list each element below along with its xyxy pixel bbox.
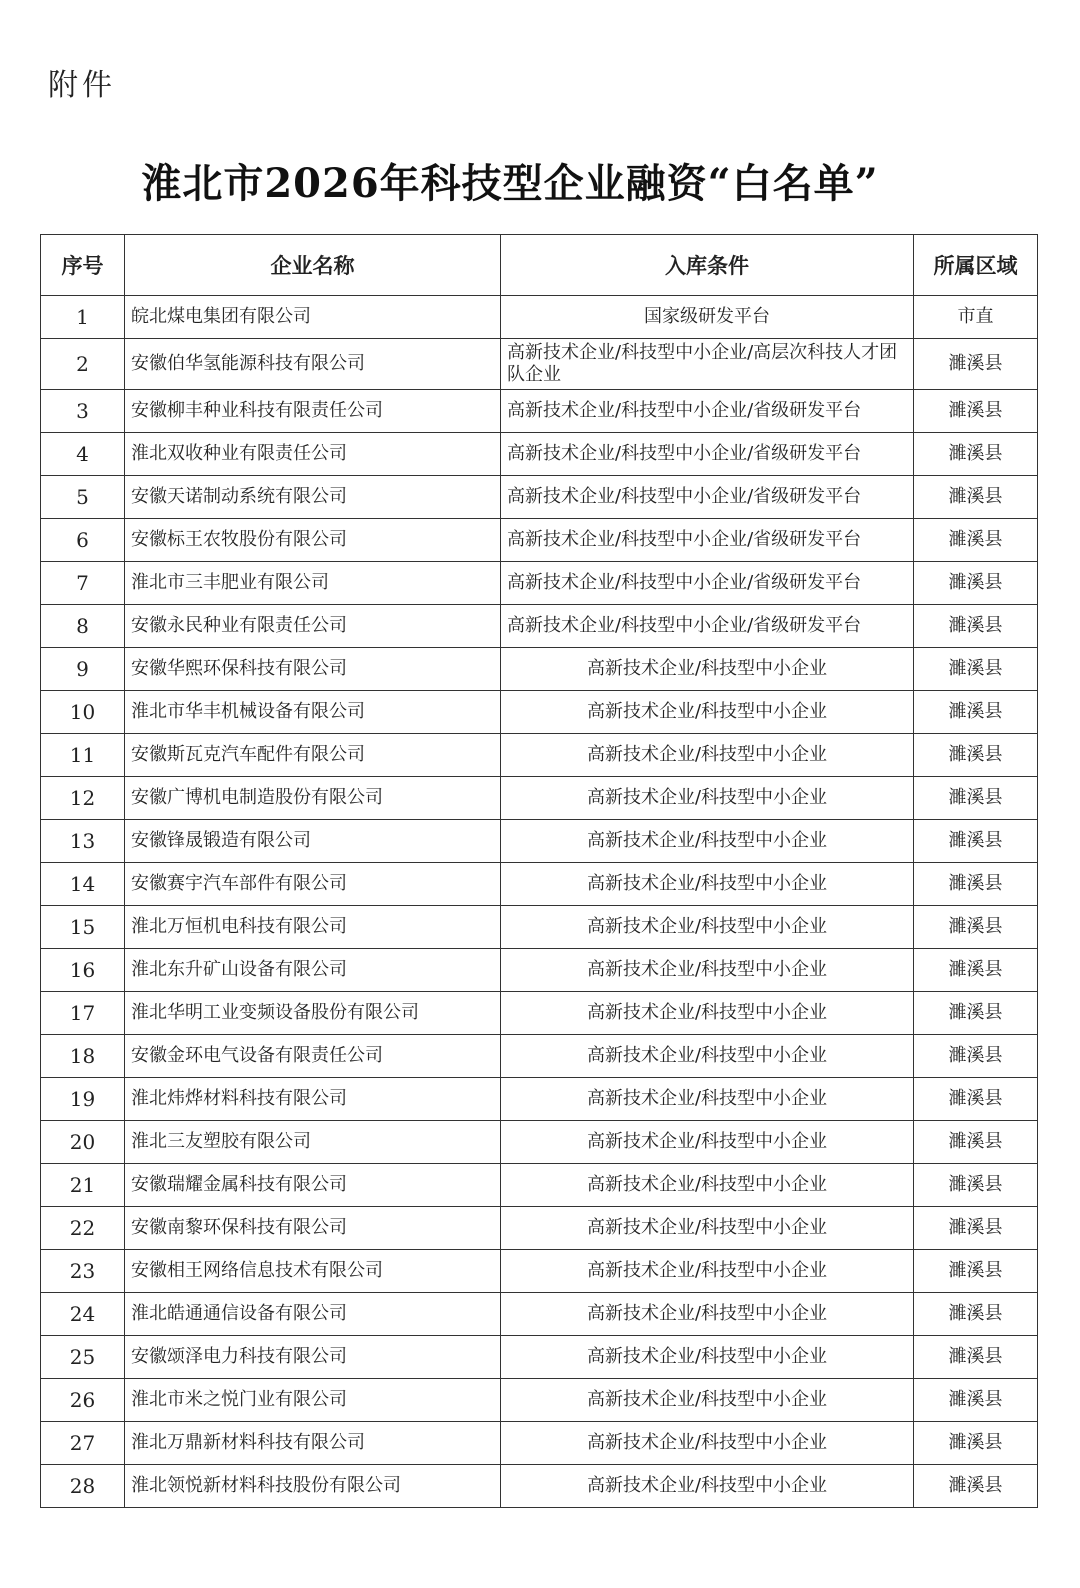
serial-no-cell: 23 (41, 1250, 125, 1293)
table-row (41, 1379, 1038, 1422)
serial-no-cell: 25 (41, 1336, 125, 1379)
table-row (41, 1121, 1038, 1164)
company-name-cell: 安徽锋晟锻造有限公司 (125, 820, 501, 863)
table-row (41, 1250, 1038, 1293)
serial-no-cell: 20 (41, 1121, 125, 1164)
table-row (41, 691, 1038, 734)
table-row (41, 820, 1038, 863)
region-cell: 濉溪县 (914, 734, 1038, 777)
entry-condition-cell: 高新技术企业/科技型中小企业 (501, 777, 914, 820)
company-name-cell: 淮北东升矿山设备有限公司 (125, 949, 501, 992)
table-row (41, 519, 1038, 562)
entry-condition-cell: 高新技术企业/科技型中小企业 (501, 1293, 914, 1336)
serial-no-cell: 7 (41, 562, 125, 605)
table-row (41, 1465, 1038, 1508)
company-name-cell: 淮北皓通通信设备有限公司 (125, 1293, 501, 1336)
company-name-cell: 淮北三友塑胶有限公司 (125, 1121, 501, 1164)
region-cell: 濉溪县 (914, 605, 1038, 648)
region-cell: 濉溪县 (914, 1465, 1038, 1508)
company-name-cell: 淮北市华丰机械设备有限公司 (125, 691, 501, 734)
entry-condition-cell: 国家级研发平台 (501, 296, 914, 339)
serial-no-cell: 10 (41, 691, 125, 734)
table-row (41, 1164, 1038, 1207)
entry-condition-cell: 高新技术企业/科技型中小企业 (501, 691, 914, 734)
company-name-cell: 安徽相王网络信息技术有限公司 (125, 1250, 501, 1293)
table-row (41, 605, 1038, 648)
serial-no-cell: 26 (41, 1379, 125, 1422)
company-name-cell: 淮北双收种业有限责任公司 (125, 433, 501, 476)
entry-condition-cell: 高新技术企业/科技型中小企业 (501, 992, 914, 1035)
company-name-cell: 安徽瑞耀金属科技有限公司 (125, 1164, 501, 1207)
serial-no-cell: 21 (41, 1164, 125, 1207)
company-name-cell: 淮北领悦新材料科技股份有限公司 (125, 1465, 501, 1508)
region-cell: 濉溪县 (914, 1121, 1038, 1164)
serial-no-cell: 1 (41, 296, 125, 339)
header-entry-condition: 入库条件 (501, 235, 914, 296)
table-row (41, 433, 1038, 476)
region-cell: 濉溪县 (914, 777, 1038, 820)
table-row (41, 992, 1038, 1035)
company-name-cell: 皖北煤电集团有限公司 (125, 296, 501, 339)
region-cell: 濉溪县 (914, 1336, 1038, 1379)
entry-condition-cell: 高新技术企业/科技型中小企业 (501, 1422, 914, 1465)
region-cell: 濉溪县 (914, 648, 1038, 691)
table-row (41, 777, 1038, 820)
region-cell: 濉溪县 (914, 1207, 1038, 1250)
serial-no-cell: 12 (41, 777, 125, 820)
company-name-cell: 淮北华明工业变频设备股份有限公司 (125, 992, 501, 1035)
table-row (41, 390, 1038, 433)
serial-no-cell: 11 (41, 734, 125, 777)
serial-no-cell: 14 (41, 863, 125, 906)
company-name-cell: 淮北市三丰肥业有限公司 (125, 562, 501, 605)
region-cell: 濉溪县 (914, 1379, 1038, 1422)
entry-condition-cell: 高新技术企业/科技型中小企业/省级研发平台 (501, 562, 914, 605)
region-cell: 濉溪县 (914, 562, 1038, 605)
table-row (41, 296, 1038, 339)
page-title: 淮北市2026年科技型企业融资“白名单” (141, 160, 879, 207)
company-name-cell: 安徽伯华氢能源科技有限公司 (125, 339, 501, 390)
company-name-cell: 安徽柳丰种业科技有限责任公司 (125, 390, 501, 433)
serial-no-cell: 5 (41, 476, 125, 519)
table-row (41, 1207, 1038, 1250)
serial-no-cell: 2 (41, 339, 125, 390)
table-row (41, 1422, 1038, 1465)
region-cell: 濉溪县 (914, 1035, 1038, 1078)
header-region: 所属区域 (914, 235, 1038, 296)
entry-condition-cell: 高新技术企业/科技型中小企业 (501, 1336, 914, 1379)
entry-condition-cell: 高新技术企业/科技型中小企业 (501, 820, 914, 863)
region-cell: 濉溪县 (914, 519, 1038, 562)
entry-condition-cell: 高新技术企业/科技型中小企业/省级研发平台 (501, 390, 914, 433)
company-name-cell: 淮北万恒机电科技有限公司 (125, 906, 501, 949)
region-cell: 濉溪县 (914, 992, 1038, 1035)
entry-condition-cell: 高新技术企业/科技型中小企业/省级研发平台 (501, 605, 914, 648)
company-name-cell: 淮北炜烨材料科技有限公司 (125, 1078, 501, 1121)
company-name-cell: 安徽永民种业有限责任公司 (125, 605, 501, 648)
serial-no-cell: 24 (41, 1293, 125, 1336)
region-cell: 濉溪县 (914, 1164, 1038, 1207)
table-body (41, 296, 1038, 1508)
region-cell: 市直 (914, 296, 1038, 339)
table-row (41, 734, 1038, 777)
company-name-cell: 淮北万鼎新材料科技有限公司 (125, 1422, 501, 1465)
region-cell: 濉溪县 (914, 433, 1038, 476)
serial-no-cell: 17 (41, 992, 125, 1035)
region-cell: 濉溪县 (914, 691, 1038, 734)
serial-no-cell: 27 (41, 1422, 125, 1465)
company-name-cell: 淮北市米之悦门业有限公司 (125, 1379, 501, 1422)
region-cell: 濉溪县 (914, 949, 1038, 992)
whitelist-table (40, 234, 1038, 1508)
entry-condition-cell: 高新技术企业/科技型中小企业 (501, 863, 914, 906)
company-name-cell: 安徽华熙环保科技有限公司 (125, 648, 501, 691)
region-cell: 濉溪县 (914, 1293, 1038, 1336)
serial-no-cell: 16 (41, 949, 125, 992)
company-name-cell: 安徽天诺制动系统有限公司 (125, 476, 501, 519)
company-name-cell: 安徽广博机电制造股份有限公司 (125, 777, 501, 820)
serial-no-cell: 13 (41, 820, 125, 863)
entry-condition-cell: 高新技术企业/科技型中小企业/省级研发平台 (501, 433, 914, 476)
table-row (41, 476, 1038, 519)
company-name-cell: 安徽南黎环保科技有限公司 (125, 1207, 501, 1250)
company-name-cell: 安徽金环电气设备有限责任公司 (125, 1035, 501, 1078)
table-row (41, 1336, 1038, 1379)
entry-condition-cell: 高新技术企业/科技型中小企业 (501, 1164, 914, 1207)
company-name-cell: 安徽颂泽电力科技有限公司 (125, 1336, 501, 1379)
entry-condition-cell: 高新技术企业/科技型中小企业 (501, 1078, 914, 1121)
region-cell: 濉溪县 (914, 1422, 1038, 1465)
region-cell: 濉溪县 (914, 476, 1038, 519)
region-cell: 濉溪县 (914, 906, 1038, 949)
entry-condition-cell: 高新技术企业/科技型中小企业 (501, 1207, 914, 1250)
serial-no-cell: 22 (41, 1207, 125, 1250)
table-header-row (41, 235, 1038, 296)
company-name-cell: 安徽标王农牧股份有限公司 (125, 519, 501, 562)
entry-condition-cell: 高新技术企业/科技型中小企业 (501, 906, 914, 949)
region-cell: 濉溪县 (914, 863, 1038, 906)
entry-condition-cell: 高新技术企业/科技型中小企业 (501, 1035, 914, 1078)
serial-no-cell: 19 (41, 1078, 125, 1121)
entry-condition-cell: 高新技术企业/科技型中小企业/省级研发平台 (501, 519, 914, 562)
entry-condition-cell: 高新技术企业/科技型中小企业 (501, 648, 914, 691)
serial-no-cell: 15 (41, 906, 125, 949)
region-cell: 濉溪县 (914, 820, 1038, 863)
table-row (41, 1078, 1038, 1121)
entry-condition-cell: 高新技术企业/科技型中小企业 (501, 949, 914, 992)
region-cell: 濉溪县 (914, 1250, 1038, 1293)
entry-condition-cell: 高新技术企业/科技型中小企业/高层次科技人才团队企业 (501, 339, 914, 390)
entry-condition-cell: 高新技术企业/科技型中小企业 (501, 1250, 914, 1293)
entry-condition-cell: 高新技术企业/科技型中小企业 (501, 1379, 914, 1422)
table-row (41, 648, 1038, 691)
table-row (41, 1293, 1038, 1336)
header-company-name: 企业名称 (125, 235, 501, 296)
table-row (41, 863, 1038, 906)
table-row (41, 562, 1038, 605)
header-serial-no: 序号 (41, 235, 125, 296)
company-name-cell: 安徽斯瓦克汽车配件有限公司 (125, 734, 501, 777)
region-cell: 濉溪县 (914, 390, 1038, 433)
entry-condition-cell: 高新技术企业/科技型中小企业 (501, 734, 914, 777)
region-cell: 濉溪县 (914, 1078, 1038, 1121)
serial-no-cell: 6 (41, 519, 125, 562)
entry-condition-cell: 高新技术企业/科技型中小企业 (501, 1121, 914, 1164)
serial-no-cell: 4 (41, 433, 125, 476)
serial-no-cell: 18 (41, 1035, 125, 1078)
table-row (41, 949, 1038, 992)
attachment-label: 附件 (48, 68, 116, 103)
serial-no-cell: 8 (41, 605, 125, 648)
region-cell: 濉溪县 (914, 339, 1038, 390)
table-row (41, 1035, 1038, 1078)
table-row (41, 906, 1038, 949)
table-row (41, 339, 1038, 390)
entry-condition-cell: 高新技术企业/科技型中小企业/省级研发平台 (501, 476, 914, 519)
company-name-cell: 安徽赛宇汽车部件有限公司 (125, 863, 501, 906)
serial-no-cell: 3 (41, 390, 125, 433)
serial-no-cell: 9 (41, 648, 125, 691)
serial-no-cell: 28 (41, 1465, 125, 1508)
entry-condition-cell: 高新技术企业/科技型中小企业 (501, 1465, 914, 1508)
